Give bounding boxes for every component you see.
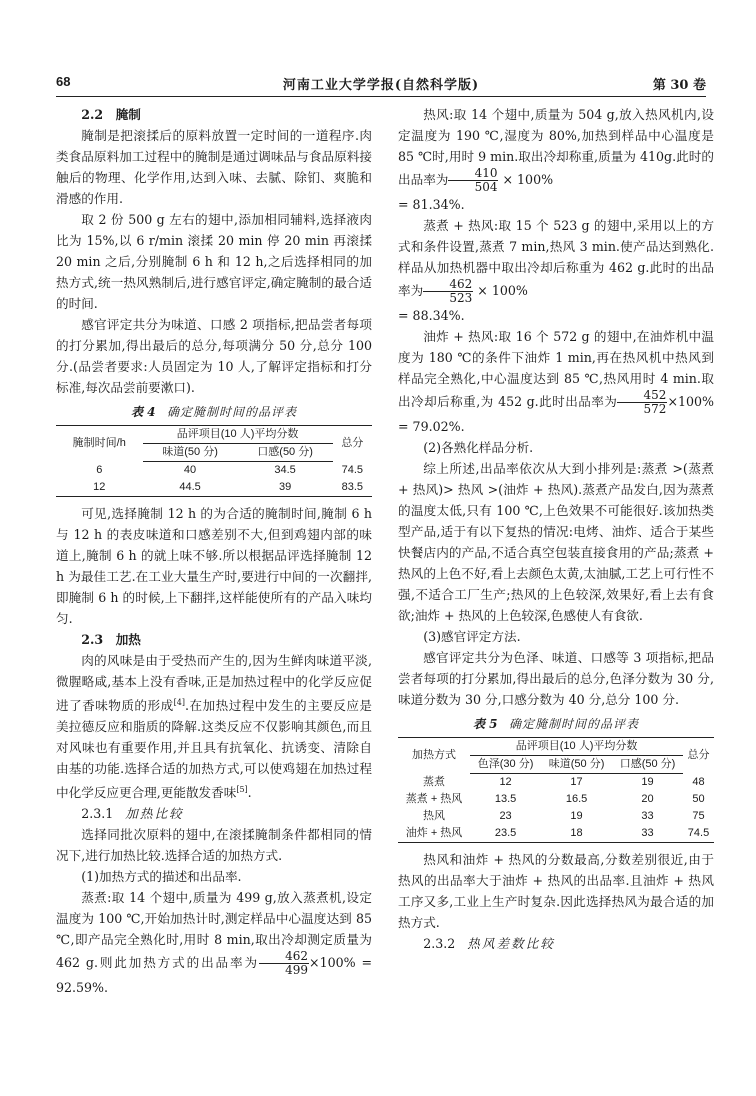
fraction xyxy=(259,950,309,977)
table-row xyxy=(398,791,714,808)
table-cell: 74.5 xyxy=(341,463,364,476)
table-cell: 40 xyxy=(183,464,197,476)
fraction xyxy=(423,278,473,305)
fraction-denominator: 523 xyxy=(449,291,473,305)
table-title: 确定腌制时间的品评表 xyxy=(508,717,639,731)
col-header-mouthfeel: 口感(50 分) xyxy=(238,444,333,462)
table-cell: 油炸 + 热风 xyxy=(398,825,470,843)
table-cell: 18 xyxy=(541,825,612,843)
table-cell: 6 xyxy=(96,463,103,476)
col-header-color: 色泽(30 分) xyxy=(470,756,541,774)
table-cell: 23 xyxy=(499,810,512,822)
paragraph: 综上所述,出品率依次从大到小排列是:蒸煮 >(蒸煮 + 热风)> 热风 >(油炸 + 热风).蒸煮产品发白,因为蒸煮的温度太低,只有 100 ℃,上色效果不可能很好.该加热类型产品,适于有以下复热的情况:电烤、油炸、适合于某些快餐店内的产品,不适合真空包装直接食用的产品;蒸煮 + 热风的上色不好,看上去颜色太黄,太油腻,工艺上可行性不强,不适合工厂生产;热风的上色较深,效果好,看上去有食欲;油炸 + 热风的上色较深,色感使人有食欲. xyxy=(398,461,714,623)
right-column xyxy=(398,104,714,954)
paragraph: 可见,选择腌制 12 h 的为合适的腌制时间,腌制 6 h 与 12 h 的表皮味道和口感差别不大,但到鸡翅内部的味道上,腌制 6 h 的就上味不够.所以根据品评选择腌制 12 h 为最佳工艺.在工业大量生产时,要进行中间的一次翻拌,即腌制 6 h 的时候,上下翻拌,这样能使所有的产品入味均匀. xyxy=(56,506,372,626)
table-cell: 蒸煮 xyxy=(423,775,446,788)
fraction-numerator: 452 xyxy=(617,389,667,403)
paragraph: 腌制是把滚揉后的原料放置一定时间的一道程序.肉类食品原料加工过程中的腌制是通过调味品与食品原料接触后的物理、化学作用,达到入味、去腻、除钔、爽脆和滑感的作用. xyxy=(56,128,372,206)
table-4 xyxy=(56,425,372,497)
section-heading-2-2: 2.2 腌制 xyxy=(81,107,141,122)
text-run: .在加热过程中发生的主要反应是美拉德反应和脂质的降解.这类反应不仅影响其颜色,而且对风味也有重要作用,并且具有抗氧化、抗诱变、清除自由基的功能.选择合适的加热方式,可以使鸡翅在加热过程中化学反应更合理,更能散发香味 xyxy=(56,698,373,801)
heading-title: 热风差数比较 xyxy=(467,936,555,951)
paragraph xyxy=(56,887,372,998)
table-cell: 12 xyxy=(499,776,512,788)
fraction xyxy=(617,389,667,416)
table-cell: 17 xyxy=(570,776,583,788)
text-run: 蒸煮 + 热风:取 15 个 523 g 的翅中,采用以上的方式和条件设置,蒸煮 7 min,热风 3 min.使产品达到熟化.样品从加热机器中取出冷却后称重为 462 g.此时的出品率为 xyxy=(398,218,714,298)
paragraph: 感官评定共分为色泽、味道、口感等 3 项指标,把品尝者每项的打分累加,得出最后的总分,色泽分数为 30 分,味道分数为 30 分,口感分数为 40 分,总分 100 分. xyxy=(398,650,714,707)
text-run: × 100% xyxy=(477,283,528,298)
text-run: 油炸 + 热风:取 16 个 572 g 的翅中,在油炸机中温度为 180 ℃的条件下油炸 1 min,再在热风机中热风到样品完全熟化,中心温度达到 85 ℃,热风用时 4 min.取出冷却后称重,为 452 g.此时出品率为 xyxy=(398,329,714,409)
journal-title: 河南工业大学学报(自然科学版) xyxy=(282,78,480,93)
heading-title: 加热比较 xyxy=(125,806,184,822)
col-header-group: 品评项目(10 人)平均分数 xyxy=(143,426,333,444)
paragraph xyxy=(398,326,714,437)
equation-result: = 88.34%. xyxy=(398,308,465,323)
table-5 xyxy=(398,737,714,843)
left-column xyxy=(56,104,372,998)
table-cell: 12 xyxy=(56,479,143,497)
equation-result: = 81.34%. xyxy=(398,197,465,212)
col-header-method: 加热方式 xyxy=(398,738,470,774)
table-cell: 33 xyxy=(641,810,654,822)
table-number: 表 5 xyxy=(473,717,498,731)
paragraph: (1)加热方式的描述和出品率. xyxy=(81,869,242,885)
table-cell: 20 xyxy=(641,793,654,805)
text-run: 蒸煮:取 14 个翅中,质量为 499 g,放入蒸煮机,设定温度为 100 ℃,开始加热计时,测定样品中心温度达到 85 ℃,即产品完全熟化时,用时 8 min,取出冷却测定质量为 462 g.则此加热方式的出品率为 xyxy=(56,890,372,971)
col-header-taste: 味道(50 分) xyxy=(541,756,612,774)
table-row xyxy=(56,462,372,480)
table-cell: 19 xyxy=(641,776,654,788)
table-cell: 蒸煮 + 热风 xyxy=(405,793,463,805)
table-cell: 23.5 xyxy=(470,825,541,843)
table-title: 确定腌制时间的品评表 xyxy=(166,405,297,419)
paragraph xyxy=(398,215,714,305)
paragraph xyxy=(398,104,714,194)
table-cell: 33 xyxy=(612,825,683,843)
table-cell: 48 xyxy=(692,775,705,788)
text-run: ×100% = 79.02%. xyxy=(398,394,714,434)
paragraph: 感官评定共分为味道、口感 2 项指标,把品尝者每项的打分累加,得出最后的总分,每项满分 50 分,总分 100 分.(品尝者要求:人员固定为 10 人,了解评定指标和打分标准,每次品尝前要漱口). xyxy=(56,317,372,395)
col-header-time: 腌制时间/h xyxy=(56,426,143,462)
col-header-total: 总分 xyxy=(683,738,714,774)
table-cell: 13.5 xyxy=(494,793,517,805)
text-run: . xyxy=(247,785,252,801)
fraction xyxy=(448,167,498,194)
col-header-mouthfeel: 口感(50 分) xyxy=(612,756,683,774)
paragraph: 取 2 份 500 g 左右的翅中,添加相同辅料,选择液肉比为 15%,以 6 r/min 滚揉 20 min 停 20 min 再滚揉 20 min 之后,分别腌制 6 h 和 12 h,之后选择相同的加热方式,统一热风熟制后,进行感官评定,确定腌制的最合适的时间. xyxy=(56,212,372,311)
table-number: 表 4 xyxy=(131,405,156,419)
fraction-numerator: 462 xyxy=(259,950,309,964)
running-header xyxy=(56,74,706,96)
table-cell: 39 xyxy=(238,479,333,497)
text-run: 肉的风味是由于受热而产生的,因为生鲜肉味道平淡,微腥略咸,基本上没有香味,正是加热过程中的化学反应促进了香味物质的形成 xyxy=(56,653,372,714)
table-row xyxy=(398,774,714,792)
table-4-caption xyxy=(56,402,372,423)
subsection-heading-2-3-1 xyxy=(56,803,372,824)
table-cell: 16.5 xyxy=(565,793,588,805)
volume-label: 第 30 卷 xyxy=(652,78,706,93)
table-cell: 19 xyxy=(570,810,583,822)
paragraph: (3)感官评定方法. xyxy=(423,629,521,644)
table-row xyxy=(398,808,714,825)
table-cell: 75 xyxy=(692,810,705,822)
col-header-taste: 味道(50 分) xyxy=(143,444,238,462)
table-row xyxy=(56,479,372,497)
fraction-denominator: 504 xyxy=(474,180,498,194)
table-row xyxy=(398,825,714,843)
paragraph: (2)各熟化样品分析. xyxy=(423,440,534,455)
header-rule xyxy=(56,96,706,97)
heading-number: 2.3.2 xyxy=(423,936,456,951)
fraction-denominator: 499 xyxy=(285,963,309,978)
citation-ref: [4] xyxy=(173,698,185,707)
text-run: × 100% xyxy=(502,172,554,187)
heading-number: 2.3.1 xyxy=(81,806,114,822)
table-cell: 44.5 xyxy=(143,479,238,497)
fraction-denominator: 572 xyxy=(643,402,667,416)
text-run: 热风:取 14 个翅中,质量为 504 g,放入热风机内,设定温度为 190 ℃,湿度为 80%,加热到样品中心温度是 85 ℃时,用时 9 min.取出冷却称重,质量为 410g.此时的出品率为 xyxy=(398,107,714,187)
col-header-total: 总分 xyxy=(333,426,372,462)
page-number: 68 xyxy=(56,74,71,89)
paragraph xyxy=(56,650,372,803)
section-heading-2-3: 2.3 加热 xyxy=(81,632,141,647)
col-header-group: 品评项目(10 人)平均分数 xyxy=(470,738,683,756)
table-cell: 83.5 xyxy=(333,479,372,497)
paragraph: 选择同批次原料的翅中,在滚揉腌制条件都相同的情况下,进行加热比较.选择合适的加热方式. xyxy=(56,827,372,864)
table-5-caption xyxy=(398,714,714,735)
paragraph: 热风和油炸 + 热风的分数最高,分数差别很近,由于热风的出品率大于油炸 + 热风的出品率.且油炸 + 热风工序又多,工业上生产时复杂.因此选择热风为最合适的加热方式. xyxy=(398,852,714,930)
text-run: ×100% = 92.59%. xyxy=(56,955,372,996)
table-cell: 34.5 xyxy=(274,464,296,476)
table-cell: 热风 xyxy=(423,810,446,822)
table-cell: 74.5 xyxy=(683,825,714,843)
fraction-numerator: 410 xyxy=(448,167,498,181)
table-cell: 50 xyxy=(692,793,705,805)
fraction-numerator: 462 xyxy=(423,278,473,292)
citation-ref: [5] xyxy=(236,785,248,795)
subsection-heading-2-3-2 xyxy=(398,933,714,954)
